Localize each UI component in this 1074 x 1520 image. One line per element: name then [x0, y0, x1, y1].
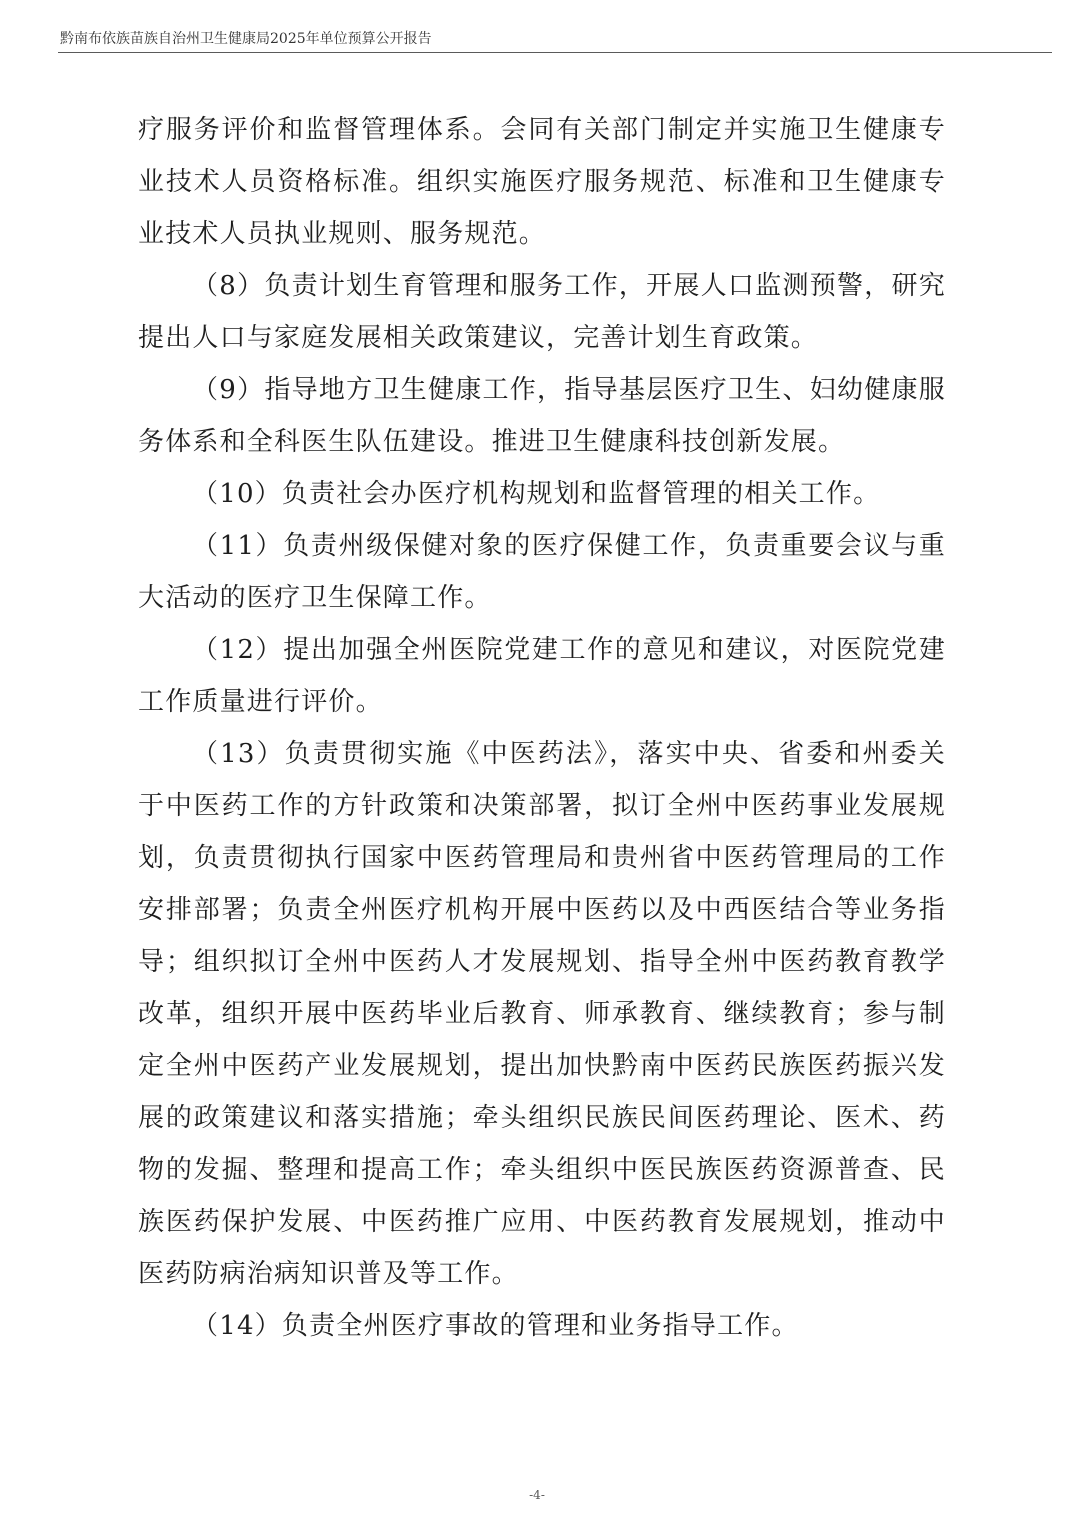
paragraph-item-10: （10）负责社会办医疗机构规划和监督管理的相关工作。: [192, 479, 881, 509]
paragraph-continuation: 疗服务评价和监督管理体系。会同有关部门制定并实施卫生健康专业技术人员资格标准。组织实施医疗服务规范、标准和卫生健康专业技术人员执业规则、服务规范。: [138, 115, 946, 249]
paragraph-item-8: （8）负责计划生育管理和服务工作，开展人口监测预警，研究提出人口与家庭发展相关政策建议，完善计划生育政策。: [138, 271, 946, 353]
running-header: 黔南布依族苗族自治州卫生健康局2025年单位预算公开报告: [60, 31, 432, 47]
paragraph-item-12: （12）提出加强全州医院党建工作的意见和建议，对医院党建工作质量进行评价。: [138, 635, 946, 717]
header-divider: [58, 52, 1052, 53]
paragraph-item-13: （13）负责贯彻实施《中医药法》，落实中央、省委和州委关于中医药工作的方针政策和决策部署，拟订全州中医药事业发展规划，负责贯彻执行国家中医药管理局和贵州省中医药管理局的工作安排部署；负责全州医疗机构开展中医药以及中西医结合等业务指导；组织拟订全州中医药人才发展规划、指导全州中医药教育教学改革，组织开展中医药毕业后教育、师承教育、继续教育；参与制定全州中医药产业发展规划，提出加快黔南中医药民族医药振兴发展的政策建议和落实措施；牵头组织民族民间医药理论、医术、药物的发掘、整理和提高工作；牵头组织中医民族医药资源普查、民族医药保护发展、中医药推广应用、中医药教育发展规划，推动中医药防病治病知识普及等工作。: [138, 739, 946, 1289]
paragraph-item-11: （11）负责州级保健对象的医疗保健工作，负责重要会议与重大活动的医疗卫生保障工作。: [138, 531, 946, 613]
document-body: [138, 104, 946, 1352]
paragraph-item-14: （14）负责全州医疗事故的管理和业务指导工作。: [192, 1311, 799, 1341]
page-number: -4-: [529, 1488, 545, 1502]
paragraph-item-9: （9）指导地方卫生健康工作，指导基层医疗卫生、妇幼健康服务体系和全科医生队伍建设。推进卫生健康科技创新发展。: [138, 375, 946, 457]
